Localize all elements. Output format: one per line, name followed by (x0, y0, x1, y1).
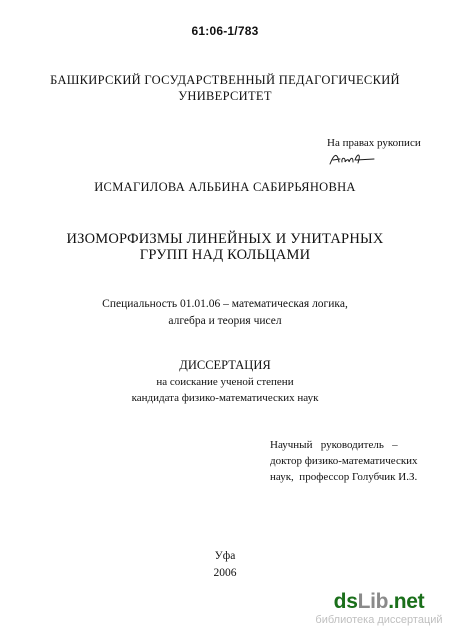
author-name: ИСМАГИЛОВА АЛЬБИНА САБИРЬЯНОВНА (94, 180, 356, 194)
watermark-logo-part3: .net (388, 590, 425, 613)
degree-line-block (0, 374, 450, 406)
year: 2006 (213, 567, 237, 579)
supervisor-line2: доктор физико-математических (270, 455, 418, 467)
specialty-line2: алгебра и теория чисел (168, 315, 282, 327)
supervisor-line1: Научный руководитель – (270, 439, 398, 451)
signature (328, 150, 376, 168)
place-and-year (0, 548, 450, 582)
university-name-line2: УНИВЕРСИТЕТ (178, 89, 272, 103)
watermark-logo-part1: ds (333, 590, 358, 613)
degree-line1: на соискание ученой степени (156, 376, 294, 388)
specialty (0, 296, 450, 330)
watermark-logo-part2: Lib (357, 590, 389, 613)
university-name (0, 72, 450, 104)
title-line1: ИЗОМОРФИЗМЫ ЛИНЕЙНЫХ И УНИТАРНЫХ (66, 231, 384, 247)
university-name-line1: БАШКИРСКИЙ ГОСУДАРСТВЕННЫЙ ПЕДАГОГИЧЕСКИЙ (50, 73, 400, 87)
document-type: ДИССЕРТАЦИЯ (179, 358, 271, 372)
watermark-subtitle: библиотека диссертаций (315, 614, 443, 626)
dissertation-title (0, 231, 450, 263)
title-line2: ГРУПП НАД КОЛЬЦАМИ (139, 247, 311, 263)
watermark[interactable] (315, 590, 443, 632)
place: Уфа (214, 550, 236, 562)
archive-code: 61:06-1/783 (191, 24, 259, 38)
degree-line2: кандидата физико-математических наук (131, 392, 319, 404)
rights-note: На правах рукописи (327, 137, 421, 149)
specialty-line1: Специальность 01.01.06 – математическая логика, (102, 298, 348, 310)
watermark-logo[interactable] (315, 590, 443, 614)
supervisor-line3: наук, профессор Голубчик И.З. (270, 471, 418, 483)
supervisor-block (270, 437, 420, 485)
